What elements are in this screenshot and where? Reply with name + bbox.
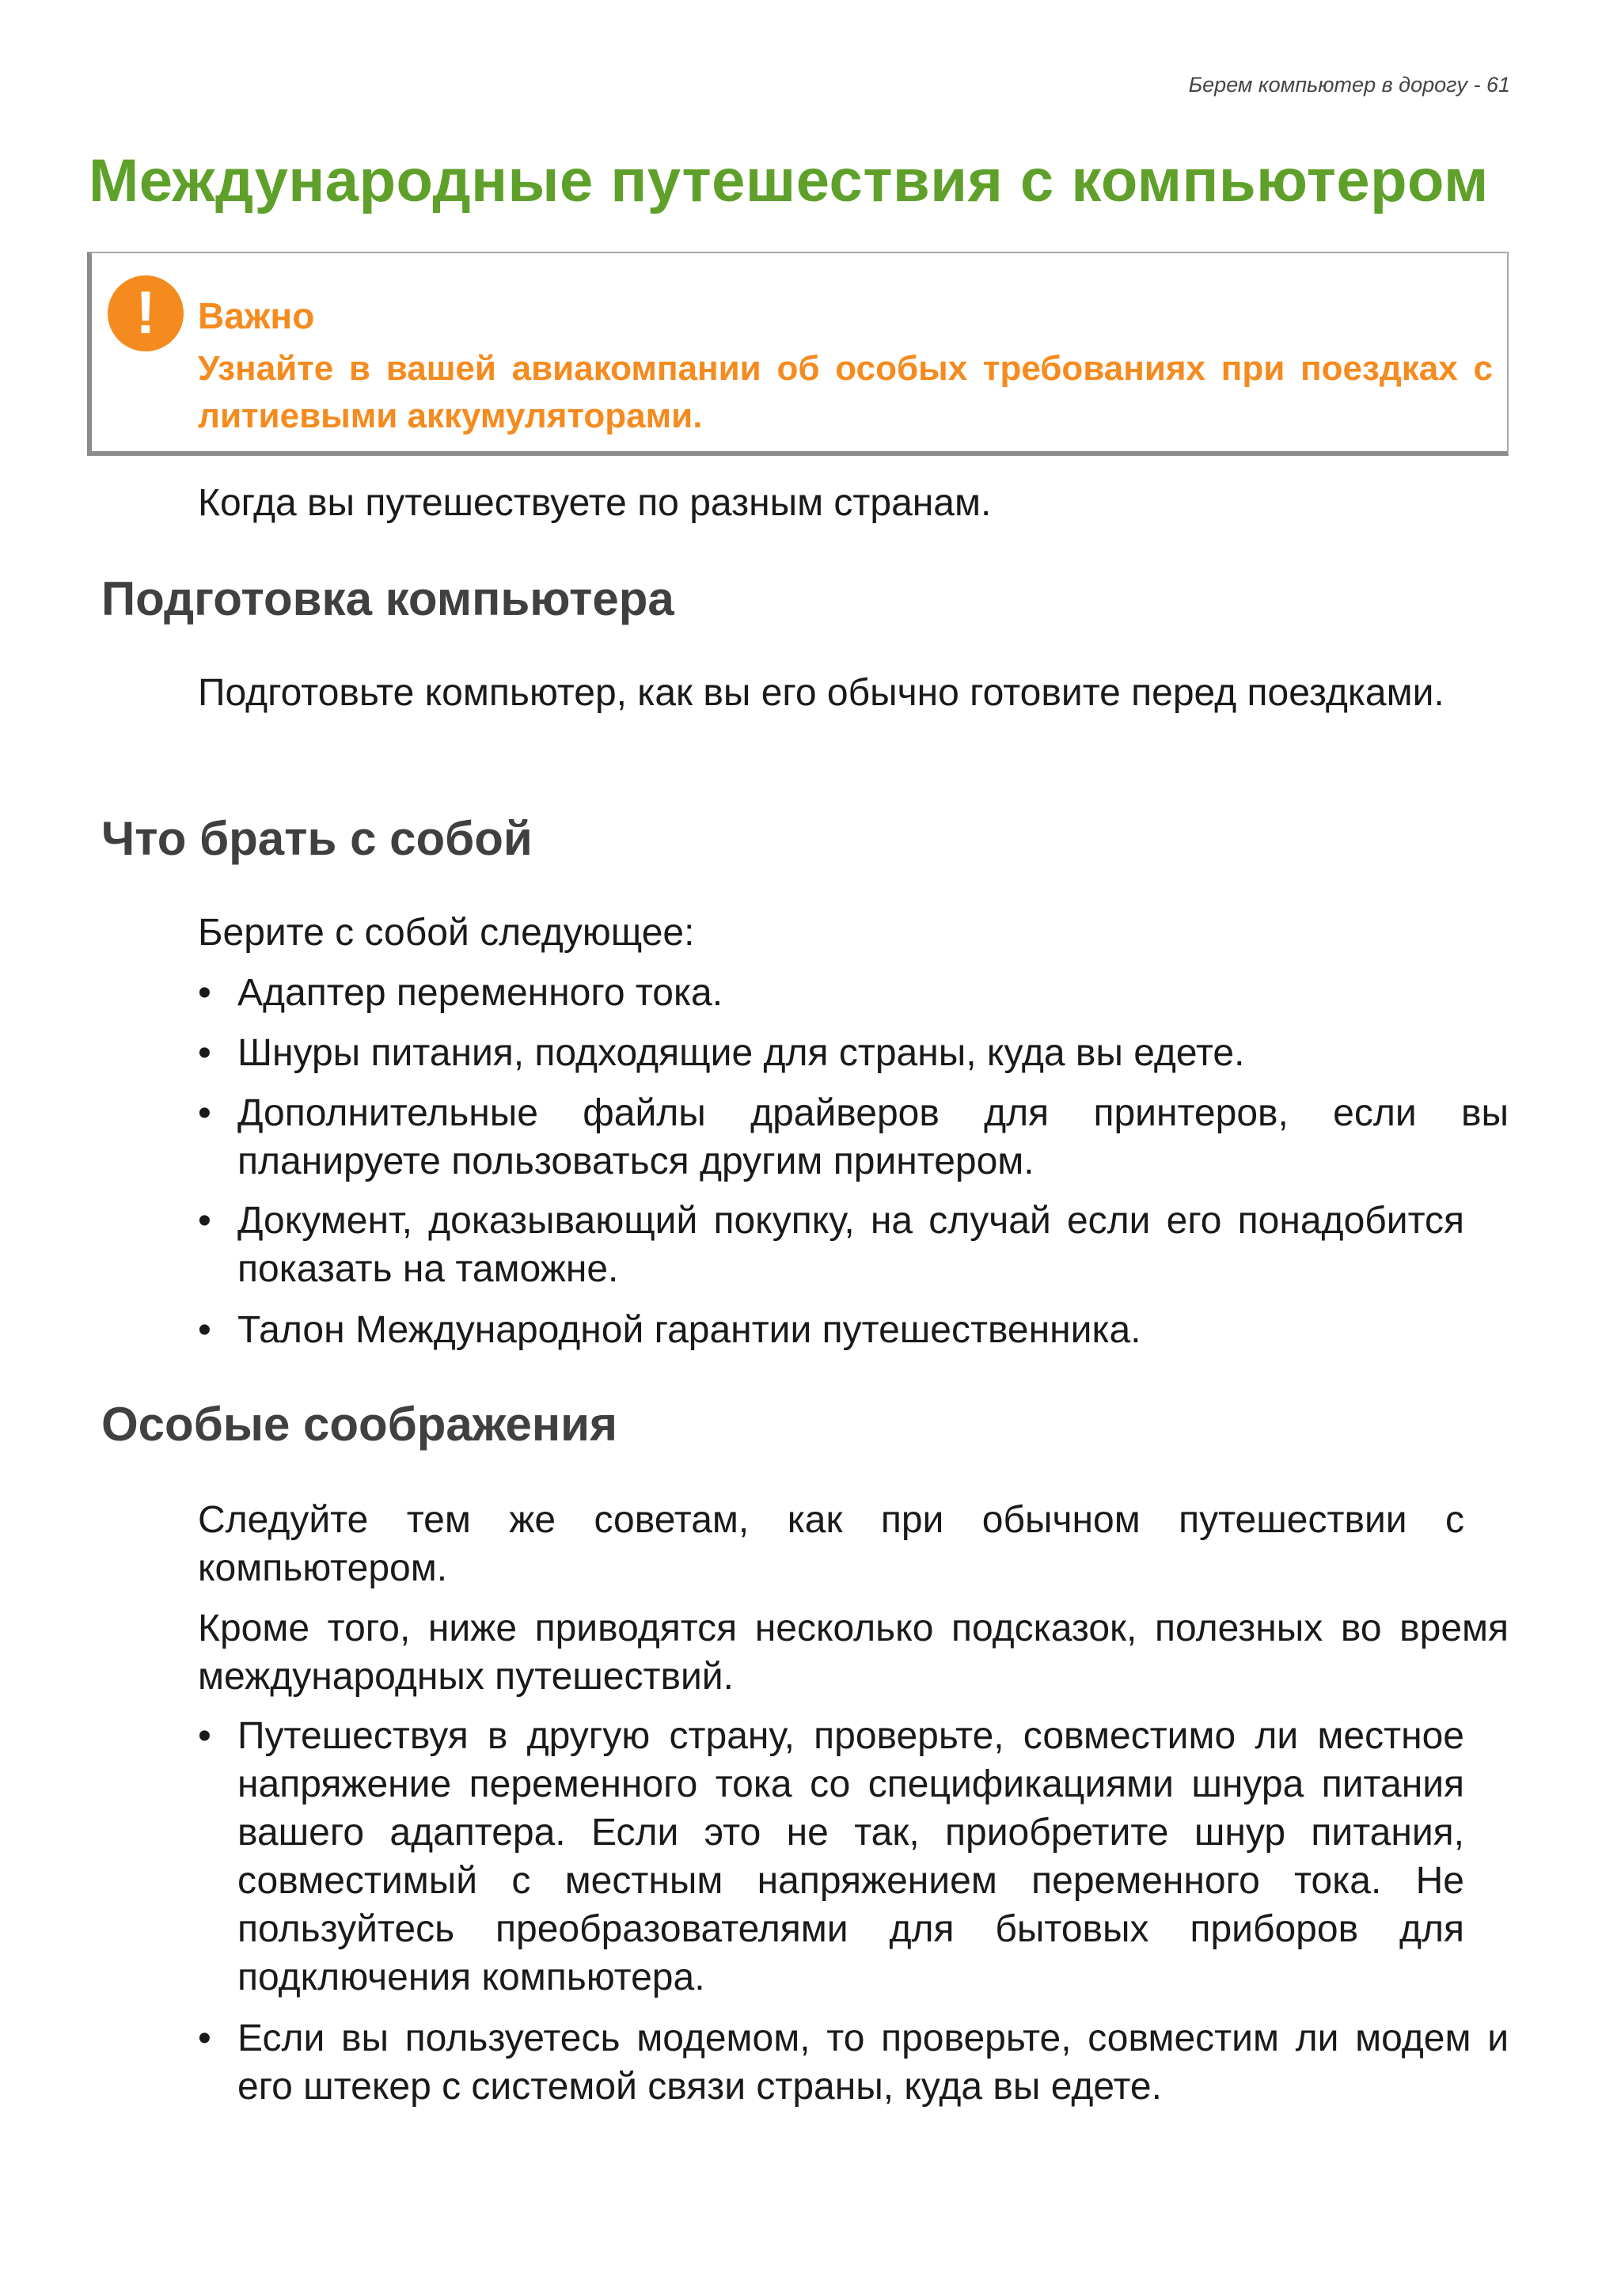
exclamation-icon: ! bbox=[108, 275, 184, 351]
paragraph: Следуйте тем же советам, как при обычном путешествии с компьютером. bbox=[198, 1499, 1464, 1589]
section-heading-what-to-take: Что брать с собой bbox=[101, 812, 533, 865]
bullet: • bbox=[198, 1200, 211, 1242]
list-item bbox=[198, 1029, 1509, 1077]
page-header: Берем компьютер в дорогу - 61 bbox=[1188, 73, 1510, 97]
list-item-text: Шнуры питания, подходящие для страны, куда вы едете. bbox=[237, 1032, 1245, 1074]
bullet: • bbox=[198, 972, 211, 1014]
list-item-text: Документ, доказывающий покупку, на случай если его понадобится показать на таможне. bbox=[237, 1200, 1464, 1290]
callout-heading: Важно bbox=[198, 295, 315, 336]
section-heading-preparation: Подготовка компьютера bbox=[101, 572, 674, 625]
section-heading-special-considerations: Особые соображения bbox=[101, 1398, 618, 1451]
intro-paragraph: Когда вы путешествуете по разным странам. bbox=[198, 482, 992, 524]
bullet: • bbox=[198, 1715, 211, 1757]
list-item-text: Талон Международной гарантии путешественника. bbox=[237, 1309, 1141, 1351]
list-item bbox=[198, 1306, 1509, 1354]
paragraph: Берите с собой следующее: bbox=[198, 912, 695, 954]
list-item bbox=[198, 1712, 1464, 2002]
list-item-text: Дополнительные файлы драйверов для принтеров, если вы планируете пользоваться другим принтером. bbox=[237, 1092, 1509, 1182]
list-item bbox=[198, 969, 1509, 1017]
callout-text: Узнайте в вашей авиакомпании об особых требованиях при поездках с литиевыми аккумуляторами. bbox=[198, 349, 1493, 435]
bullet: • bbox=[198, 1092, 211, 1134]
bullet: • bbox=[198, 1032, 211, 1074]
bullet: • bbox=[198, 2017, 211, 2059]
list-item-text: Если вы пользуетесь модемом, то проверьте, совместим ли модем и его штекер с системой связи страны, куда вы едете. bbox=[237, 2017, 1509, 2108]
paragraph: Кроме того, ниже приводятся несколько подсказок, полезных во время международных путешествий. bbox=[198, 1607, 1509, 1698]
list-item bbox=[198, 2014, 1509, 2111]
important-callout bbox=[87, 252, 1509, 456]
list-item bbox=[198, 1197, 1464, 1293]
list-item-text: Путешествуя в другую страну, проверьте, совместимо ли местное напряжение переменного тока со спецификациями шнура питания вашего адаптера. Если это не так, приобретите шнур питания, совместимый с местным напряжением переменного тока. Не пользуйтесь преобразователями для бытовых приборов для подключения компьютера. bbox=[237, 1715, 1464, 1998]
paragraph: Подготовьте компьютер, как вы его обычно готовите перед поездками. bbox=[198, 672, 1444, 714]
list-item bbox=[198, 1089, 1509, 1186]
bullet: • bbox=[198, 1309, 211, 1351]
list-item-text: Адаптер переменного тока. bbox=[237, 972, 723, 1014]
page-title: Международные путешествия с компьютером bbox=[89, 147, 1489, 214]
